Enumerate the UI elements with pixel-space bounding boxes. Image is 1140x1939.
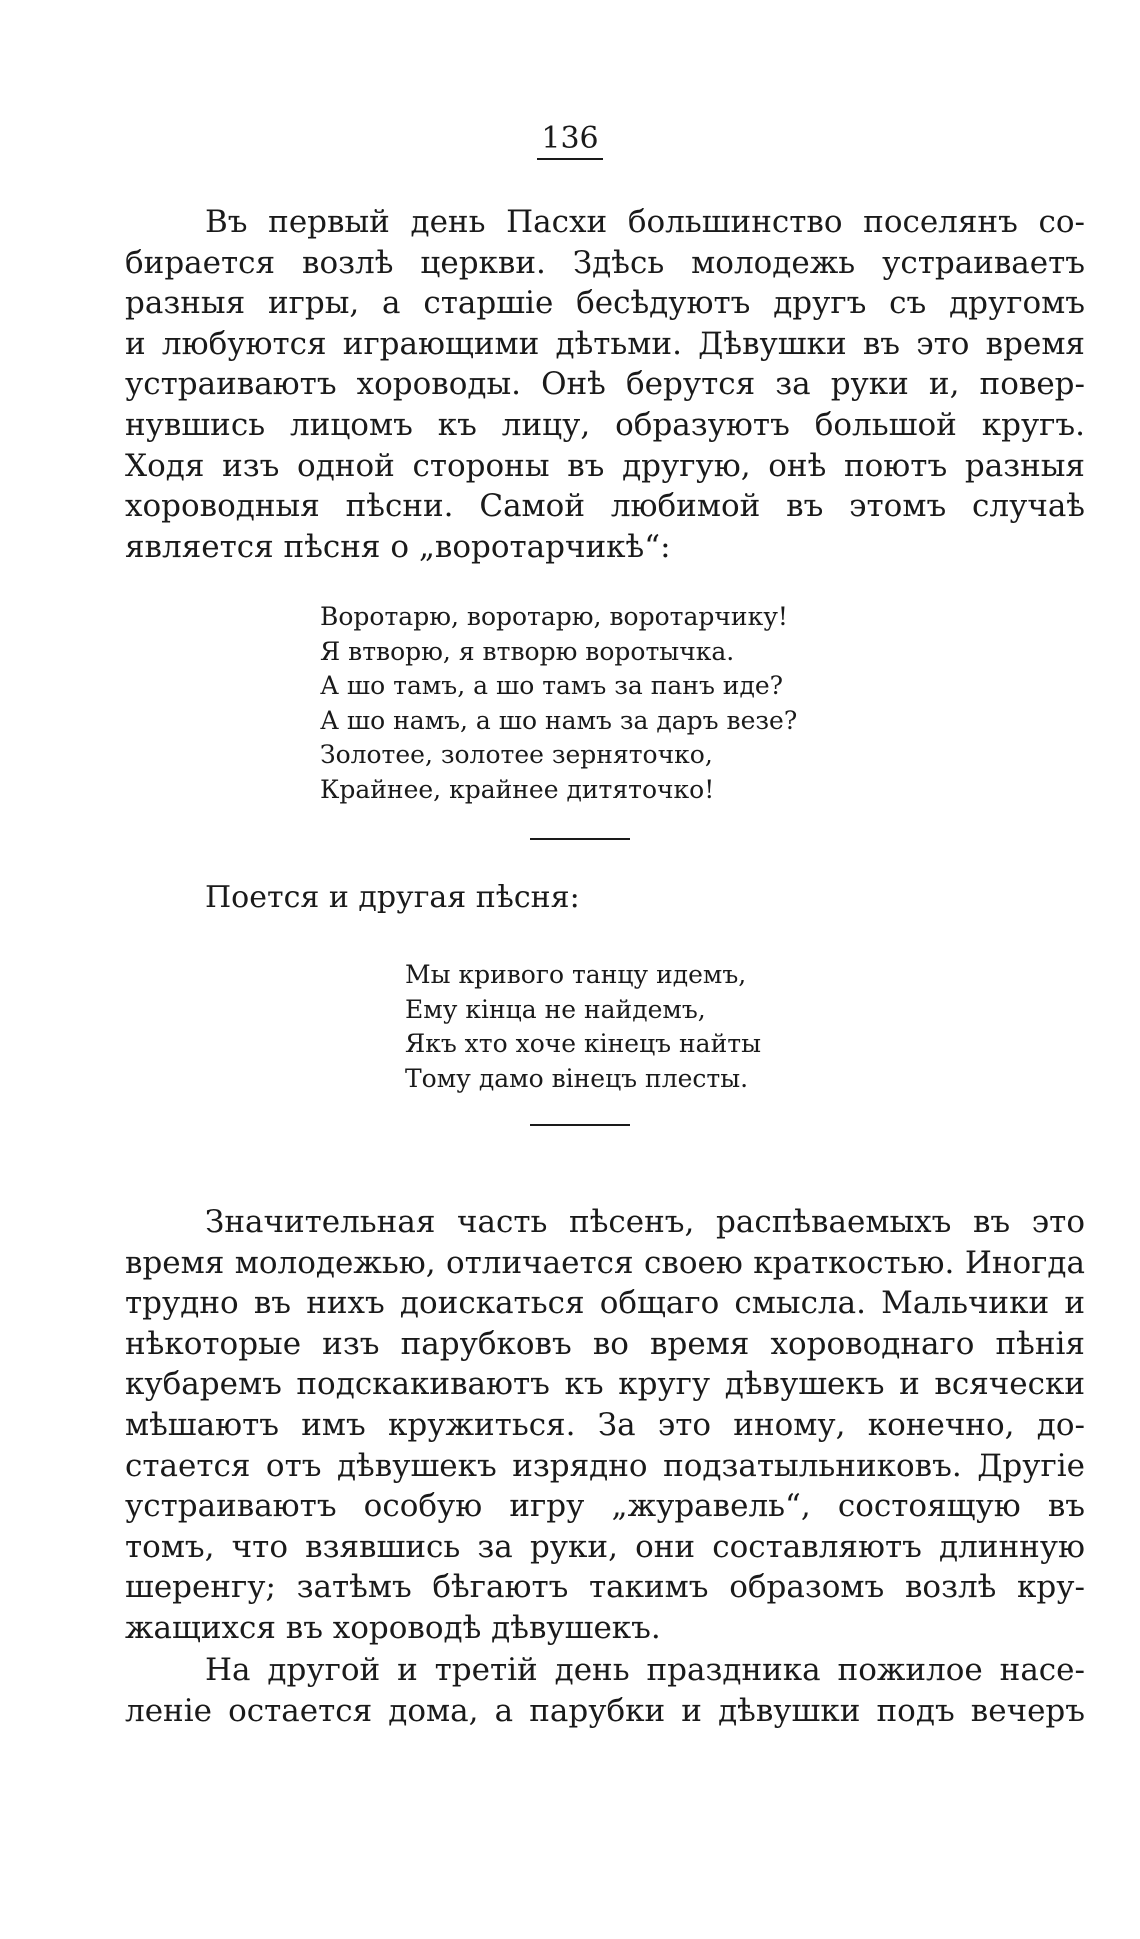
verse-line: А шо тамъ, а шо тамъ за панъ иде? <box>320 671 784 700</box>
text-line: леніе остается дома, а парубки и дѣвушки подъ вечеръ <box>125 1692 1085 1729</box>
verse-vorotarchik <box>320 600 797 807</box>
text-line: На другой и третій день праздника пожилое насе- <box>205 1652 1085 1688</box>
text-line: время молодежью, отличается своею краткостью. Иногда <box>125 1244 1085 1281</box>
text-line: хороводныя пѣсни. Самой любимой въ этомъ случаѣ <box>125 488 1085 525</box>
paragraph-songs <box>125 1202 1085 1649</box>
verse-line: Ему кінца не найдемъ, <box>405 994 706 1024</box>
text-line: нѣкоторые изъ парубковъ во время хороводнаго пѣнія <box>125 1325 1085 1362</box>
text-line: является пѣсня о „воротарчикѣ“: <box>125 528 671 565</box>
text-line: кубаремъ подскакиваютъ къ кругу дѣвушекъ и всячески <box>125 1366 1085 1403</box>
text-line: томъ, что взявшись за руки, они составляютъ длинную <box>125 1528 1085 1565</box>
verse-line: Тому дамо вінецъ плесты. <box>405 1063 749 1093</box>
text-line: и любуются играющими дѣтьми. Дѣвушки въ это время <box>125 325 1085 362</box>
verse-line: Мы кривого танцу идемъ, <box>405 960 747 989</box>
text-line: бирается возлѣ церкви. Здѣсь молодежь устраиваетъ <box>125 244 1085 281</box>
text-line: нувшись лицомъ къ лицу, образуютъ большой кругъ. <box>125 406 1085 443</box>
text-line: стается отъ дѣвушекъ изрядно подзатыльниковъ. Другіе <box>125 1447 1085 1484</box>
text-line: жащихся въ хороводѣ дѣвушекъ. <box>125 1609 661 1646</box>
text-line: трудно въ нихъ доискаться общаго смысла. Мальчики и <box>125 1285 1085 1322</box>
text-line: устраиваютъ особую игру „журавель“, состоящую въ <box>125 1488 1085 1525</box>
page-number-text: 136 <box>537 122 602 160</box>
verse-line: А шо намъ, а шо намъ за даръ везе? <box>320 705 798 735</box>
intro-another-song: Поется и другая пѣсня: <box>205 880 580 915</box>
verse-line: Воротарю, воротарю, воротарчику! <box>320 602 788 631</box>
text-line: Значительная часть пѣсенъ, распѣваемыхъ въ это <box>205 1204 1085 1240</box>
text-line: разныя игры, а старшіе бесѣдуютъ другъ съ другомъ <box>125 285 1085 322</box>
text-line: устраиваютъ хороводы. Онѣ берутся за руки и, повер- <box>125 366 1085 403</box>
section-divider <box>530 1124 630 1126</box>
paragraph-easter-day <box>125 202 1085 567</box>
verse-line: Крайнее, крайнее дитяточко! <box>320 774 715 804</box>
verse-kryvoho-tantsu <box>405 958 761 1096</box>
verse-line: Золотее, золотее зерняточко, <box>320 740 713 769</box>
text-line: Въ первый день Пасхи большинство поселянъ со- <box>205 204 1085 240</box>
section-divider <box>530 838 630 840</box>
text-line: Ходя изъ одной стороны въ другую, онѣ поютъ разныя <box>125 447 1085 484</box>
paragraph-second-day <box>125 1650 1085 1731</box>
page-number <box>0 122 1140 160</box>
text-line: мѣшаютъ имъ кружиться. За это иному, конечно, до- <box>125 1406 1085 1443</box>
verse-line: Якъ хто хоче кінецъ найты <box>405 1029 761 1058</box>
verse-line: Я втворю, я втворю воротычка. <box>320 636 735 666</box>
text-line: шеренгу; затѣмъ бѣгаютъ такимъ образомъ возлѣ кру- <box>125 1569 1085 1606</box>
